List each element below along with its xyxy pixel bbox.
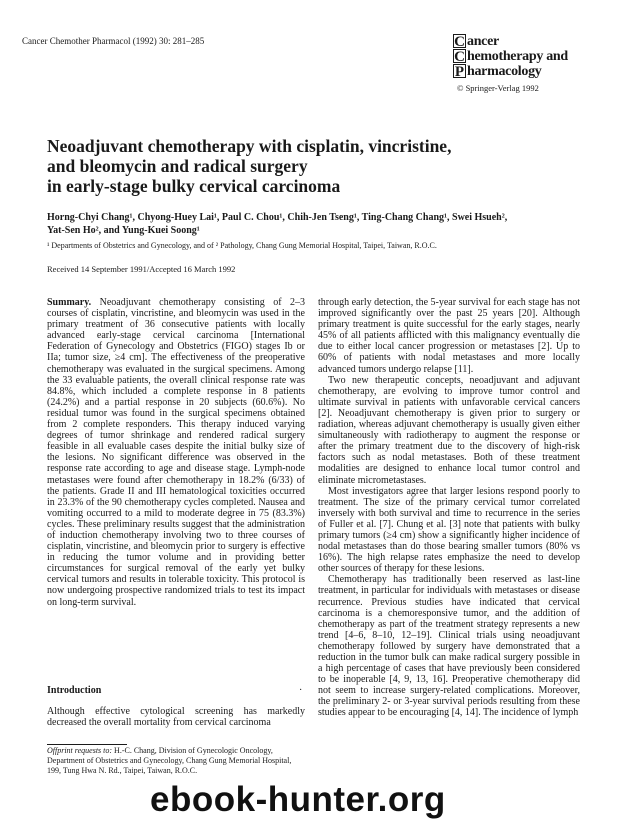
- title-line: and bleomycin and radical surgery: [47, 156, 308, 176]
- footnote-label: Offprint requests to:: [47, 746, 113, 755]
- watermark: ebook-hunter.org: [150, 780, 446, 819]
- author-list: [47, 211, 587, 237]
- journal-logo: [453, 34, 603, 93]
- logo-initial: C: [454, 34, 465, 50]
- summary-heading: Summary.: [47, 297, 92, 308]
- footnote-divider: [47, 744, 127, 745]
- received-dates: Received 14 September 1991/Accepted 16 March 1992: [47, 264, 236, 274]
- copyright-notice: © Springer-Verlag 1992: [457, 83, 539, 93]
- logo-line-cancer: [453, 34, 603, 49]
- affiliations: ¹ Departments of Obstetrics and Gynecology, and of ² Pathology, Chang Gung Memorial Hospital, Taipei, Taiwan, R.O.C.: [47, 241, 437, 250]
- introduction-heading: Introduction: [47, 685, 102, 696]
- logo-line-chemotherapy: [453, 49, 603, 64]
- body-paragraph: Two new therapeutic concepts, neoadjuvant and adjuvant chemotherapy, are evolving to improve tumor control and ultimate survival in patients with unfavorable cervical cancers [2]. Neoadjuvant chemotherapy is given prior to surgery or radiation, whereas adjuvant chemotherapy is usually given either simultaneously with radiotherapy to augment the response or after the primary treatment due to the discovery of high-risk factors such as nodal metastases. Both of these treatment modalities are designed to enhance local tumor control and eliminate micrometastases.: [318, 374, 580, 486]
- body-paragraph: through early detection, the 5-year survival for each stage has not improved significantly over the past 25 years [20]. Although primary treatment is quite successful for the early stages, nearly 45% of all patients afflicted with this malignancy eventually die due to either local cancer progression or metastases [2]. Up to 60% of patients with nodal metastases and more locally advanced tumors undergo relapse [11].: [318, 297, 580, 375]
- summary-text: Neoadjuvant chemotherapy consisting of 2–3 courses of cisplatin, vincristine, and bleomycin was used in the primary treatment of 36 consecutive patients with locally advanced early-stage cervical carcinoma [International Federation of Gynecology and Obstetrics (FIGO) stages Ib or IIa; tumor size, ≥4 cm]. The effectiveness of the preoperative chemotherapy was evaluated in the surgical specimens. Among the 33 evaluable patients, the overall clinical response rate was 84.8%, which included a complete response in 8 patients (24.2%) and a partial response in 20 subjects (60.6%). No residual tumor was found in the surgical specimens obtained from 2 complete responders. This therapy induced varying degrees of tumor shrinkage and rendered radical surgery feasible in all evaluable cases despite the initial bulky size of the lesions. No significant difference was observed in the response rate according to age and disease stage. Lymph-node metastases were found after chemotherapy in 18.2% (6/33) of the patients. Grade II and III hematological toxicities occurred in 23.3% of the 90 chemotherapy cycles completed. Nausea and vomiting occurred to a mild to moderate degree in 75 (83.3%) cycles. These preliminary results suggest that the administration of induction chemotherapy involving two to three courses of cisplatin, vincristine, and bleomycin prior to surgery is effective in reducing the tumor volume and in providing better circumstances for surgical removal of the early yet bulky cervical tumors and results in tolerable toxicity. This protocol is now undergoing prospective randomized trials to test its impact on long-term survival.: [47, 297, 305, 608]
- body-right-column: [318, 297, 580, 719]
- article-title: [47, 136, 567, 196]
- body-paragraph: Most investigators agree that larger lesions respond poorly to treatment. The size of the primary cervical tumor correlated inversely with both survival and time to recurrence in the series of Fuller et al. [7]. Chung et al. [3] note that patients with bulky primary tumors (≥4 cm) show a significantly higher incidence of nodal metastases than do those bearing smaller tumors (80% vs 16%). The high relapse rates emphasize the need to develop other sources of therapy for these lesions.: [318, 485, 580, 575]
- logo-initial: P: [454, 64, 465, 80]
- body-paragraph: Chemotherapy has traditionally been reserved as last-line treatment, in particular for individuals with metastases or disease recurrence. Previous studies have indicated that cervical carcinoma is a chemoresponsive tumor, and the addition of chemotherapy as part of the treatment strategy represents a new trend [4–6, 8–10, 12–19]. Clinical trials using neoadjuvant chemotherapy followed by surgery have demonstrated that a reduction in the tumor bulk can make radical surgery possible in a high percentage of cases that have previously been considered to be inoperable [4, 9, 13, 16]. Preoperative chemotherapy did not seem to increase surgery-related complications. Moreover, the preliminary 2- or 3-year survival periods resulting from these studies appear to be encouraging [4, 14]. The incidence of lymph: [318, 574, 580, 719]
- footnote-text: H.-C. Chang, Division of Gynecologic Oncology, Department of Obstetrics and Gynecology, Chang Gung Memorial Hospital, 199, Tung Hwa N. Rd., Taipei, Taiwan, R.O.C.: [47, 746, 292, 775]
- journal-citation: Cancer Chemother Pharmacol (1992) 30: 281–285: [22, 36, 205, 46]
- logo-word: harmacology: [467, 64, 542, 79]
- logo-word: hemotherapy and: [467, 49, 568, 64]
- title-line: in early-stage bulky cervical carcinoma: [47, 176, 341, 196]
- logo-word: ancer: [467, 34, 499, 49]
- author-line: Yat-Sen Ho², and Yung-Kuei Soong¹: [47, 225, 200, 236]
- logo-initial: C: [454, 49, 465, 65]
- logo-line-pharmacology: [453, 64, 603, 79]
- title-line: Neoadjuvant chemotherapy with cisplatin, vincristine,: [47, 136, 452, 156]
- offprint-footnote: [47, 746, 305, 776]
- introduction-text: Although effective cytological screening has markedly decreased the overall mortality from cervical carcinoma: [47, 706, 305, 729]
- summary-section: [47, 297, 305, 608]
- author-line: Horng-Chyi Chang¹, Chyong-Huey Lai¹, Paul C. Chou¹, Chih-Jen Tseng¹, Ting-Chang Chang¹, Swei Hsueh²,: [47, 212, 508, 223]
- margin-dot: ·: [299, 685, 303, 696]
